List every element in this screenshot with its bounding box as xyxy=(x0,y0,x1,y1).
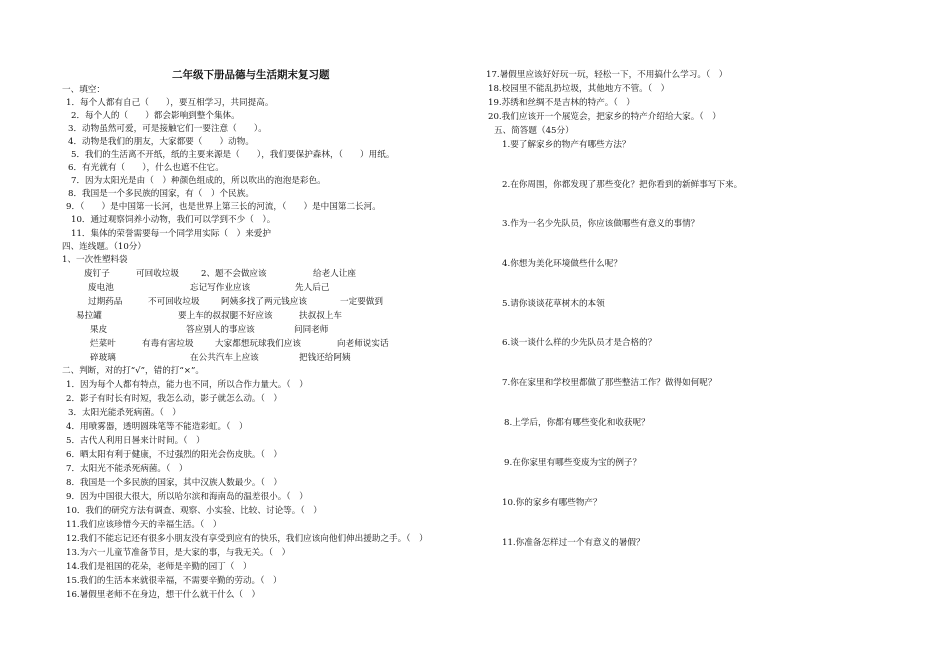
fill-item: 3．动物虽然可爱，可是接触它们一要注意（ ）。 xyxy=(68,124,267,134)
judge-item: 4．用喷雾器，透明圆珠笔等不能造彩虹。（ ） xyxy=(66,422,248,432)
match-cell: 向老师说实话 xyxy=(337,339,389,349)
judge-item: 16.暑假里老师不在身边，想干什么就干什么（ ） xyxy=(66,590,261,600)
match-cell: 一定要做到 xyxy=(340,297,383,307)
fill-item: 10．通过观察饲养小动物，我们可以学到不少（ ）。 xyxy=(71,215,276,225)
match-cell: 可回收垃圾 xyxy=(136,269,179,279)
judge-item: 9．因为中国很大很大，所以哈尔滨和海南岛的温差很小。（ ） xyxy=(66,492,308,502)
judge-item: 11.我们应该珍惜今天的幸福生活。（ ） xyxy=(66,520,222,530)
match-cell: 先人后己 xyxy=(295,283,330,293)
match-heading: 四、连线题。（10分） xyxy=(62,242,146,252)
match-cell: 果皮 xyxy=(90,325,108,335)
judge-item: 20.我们应该开一个展览会，把家乡的特产介绍给大家。（ ） xyxy=(488,112,721,122)
judge-item: 6．晒太阳有利于健康，不过强烈的阳光会伤皮肤。（ ） xyxy=(66,450,283,460)
judge-item: 3．太阳光能杀死病菌。（ ） xyxy=(68,408,181,418)
answer-item: 4.你想为美化环境做些什么呢？ xyxy=(502,259,622,269)
judge-item: 8．我国是一个多民族的国家，其中汉族人数最少。（ ） xyxy=(66,478,283,488)
match-cell: 1、一次性塑料袋 xyxy=(62,255,128,265)
match-cell: 废钉子 xyxy=(84,269,110,279)
fill-item: 7．因为太阳光是由（ ）种颜色组成的，所以吹出的泡泡是彩色。 xyxy=(71,176,326,186)
match-cell: 易拉罐 xyxy=(76,311,102,321)
answer-item: 6.谈一谈什么样的少先队员才是合格的？ xyxy=(502,338,657,348)
fill-item: 9．（ ）是中国第一长河，也是世界上第三长的河流，（ ）是中国第二长河。 xyxy=(66,202,381,212)
answer-item: 9.在你家里有哪些变废为宝的例子？ xyxy=(504,458,642,468)
judge-item: 14.我们是祖国的花朵，老师是辛勤的园丁（ ） xyxy=(66,562,252,572)
answer-heading: 五、简答题（45分） xyxy=(494,126,574,136)
fill-item: 6．有光就有（ ），什么也遮不住它。 xyxy=(68,163,224,173)
match-cell: 大家都想玩球我们应该 xyxy=(215,339,301,349)
judge-item: 12.我们不能忘记还有很多小朋友没有享受到应有的快乐，我们应该向他们伸出援助之手。（ ） xyxy=(66,534,428,544)
fill-item: 4．动物是我们的朋友，大家都要（ ）动物。 xyxy=(68,137,254,147)
match-cell: 扶叔叔上车 xyxy=(299,311,342,321)
fill-item: 5．我们的生活离不开纸，纸的主要来源是（ ），我们要保护森林，（ ）用纸。 xyxy=(71,150,395,160)
fill-heading: 一、填空： xyxy=(62,85,105,95)
match-cell: 过期药品 xyxy=(88,297,123,307)
match-cell: 把钱还给阿姨 xyxy=(299,353,351,363)
answer-item: 11.你准备怎样过一个有意义的暑假？ xyxy=(502,538,645,548)
match-cell: 问同老师 xyxy=(294,325,329,335)
fill-item: 8．我国是一个多民族的国家，有（ ）个民族。 xyxy=(68,189,254,199)
match-cell: 废电池 xyxy=(88,283,114,293)
judge-item: 18.校园里不能乱扔垃圾，其他地方不管。（ ） xyxy=(488,84,670,94)
match-cell: 给老人让座 xyxy=(313,269,356,279)
judge-item: 13.为六一儿童节准备节目，是大家的事，与我无关。（ ） xyxy=(66,548,291,558)
match-cell: 要上车的叔叔腿不好应该 xyxy=(178,311,273,321)
match-cell: 碎玻璃 xyxy=(90,353,116,363)
answer-item: 10.你的家乡有哪些物产？ xyxy=(502,498,602,508)
match-cell: 烂菜叶 xyxy=(90,339,116,349)
answer-item: 8.上学后，你都有哪些变化和收获呢？ xyxy=(504,418,650,428)
match-cell: 在公共汽车上应该 xyxy=(190,353,259,363)
judge-item: 19.苏绣和丝绸不是吉林的特产。（ ） xyxy=(488,98,635,108)
answer-item: 7.你在家里和学校里都做了那些整洁工作？做得如何呢？ xyxy=(502,378,717,388)
judge-item: 7．太阳光不能杀死病菌。（ ） xyxy=(66,464,188,474)
answer-item: 2.在你周围，你都发现了那些变化？把你看到的新鲜事写下来。 xyxy=(502,180,743,190)
fill-item: 2．每个人的（ ）都会影响到整个集体。 xyxy=(71,111,240,121)
answer-item: 1.要了解家乡的物产有哪些方法？ xyxy=(502,140,631,150)
judge-item: 17.暑假里应该好好玩一玩，轻松一下，不用搞什么学习。（ ） xyxy=(486,70,728,80)
judge-item: 10．我们的研究方法有调查、观察、小实验、比较、讨论等。（ ） xyxy=(66,506,322,516)
page-title: 二年级下册品德与生活期末复习题 xyxy=(172,69,330,81)
fill-item: 1．每个人都有自己（ ），要互相学习，共同提高。 xyxy=(66,98,274,108)
match-cell: 阿姨多找了两元钱应该 xyxy=(221,297,307,307)
match-cell: 答应别人的事应该 xyxy=(186,325,255,335)
match-cell: 不可回收垃圾 xyxy=(148,297,200,307)
judge-heading: 二、判断，对的打“√”，错的打“×”。 xyxy=(62,366,204,376)
fill-item: 11．集体的荣誉需要每一个同学用实际（ ）来爱护 xyxy=(71,229,271,239)
judge-item: 15.我们的生活本来就很幸福，不需要辛勤的劳动。（ ） xyxy=(66,576,282,586)
judge-item: 1．因为每个人都有特点，能力也不同，所以合作力量大。（ ） xyxy=(66,380,308,390)
match-cell: 有毒有害垃圾 xyxy=(142,339,194,349)
judge-item: 2．影子有时长有时短，我怎么动，影子就怎么动。（ ） xyxy=(66,394,283,404)
answer-item: 5.请你谈谈花草树木的本领 xyxy=(502,299,605,309)
match-cell: 2、题不会做应该 xyxy=(201,269,267,279)
match-cell: 忘记写作业应该 xyxy=(190,283,251,293)
judge-item: 5．古代人利用日晷来计时间。（ ） xyxy=(66,436,205,446)
answer-item: 3.作为一名少先队员，你应该做哪些有意义的事情？ xyxy=(502,219,700,229)
